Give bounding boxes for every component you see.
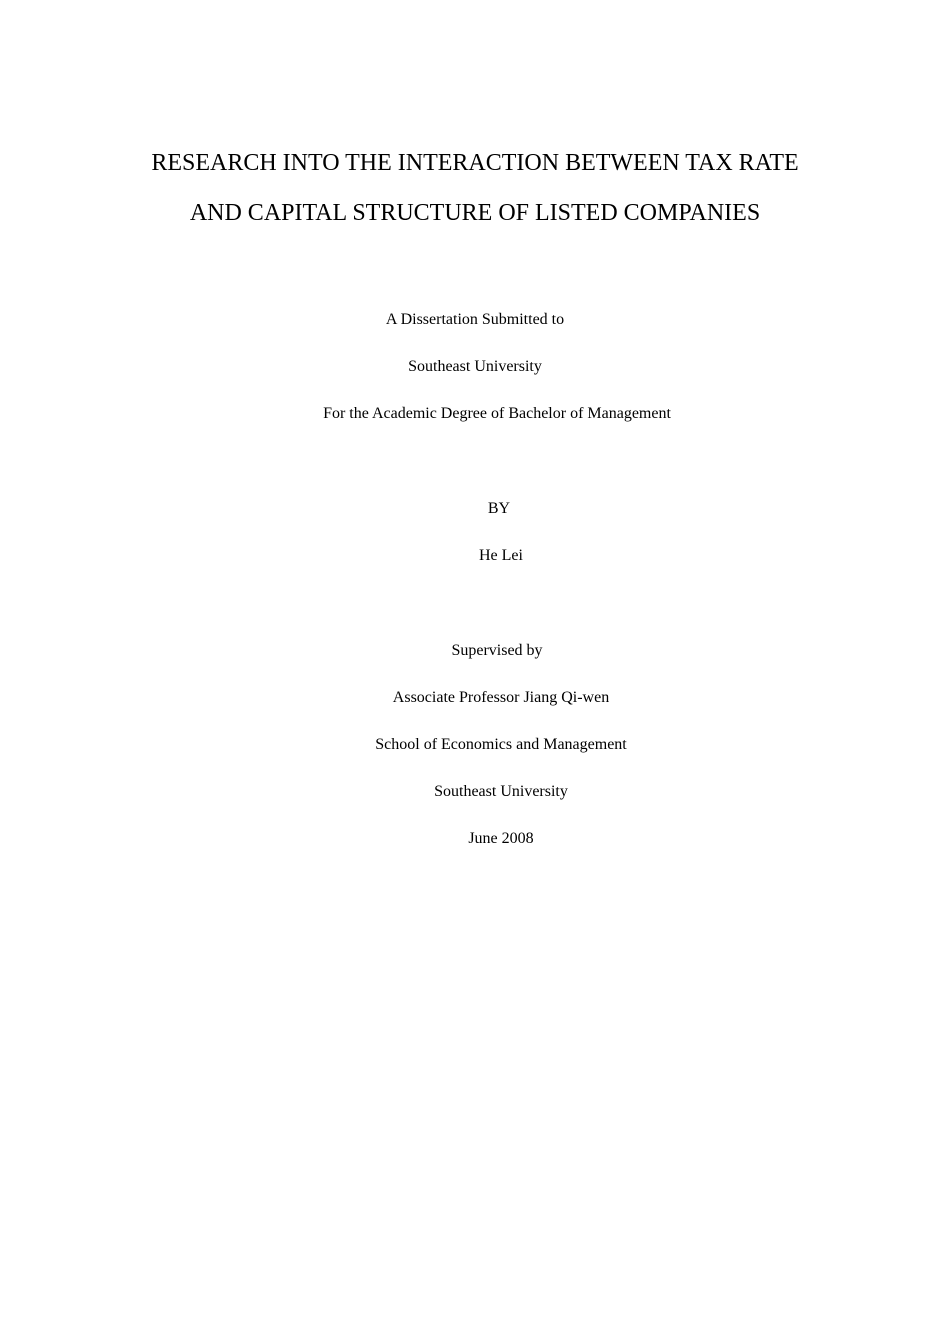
university-name: Southeast University (434, 783, 568, 800)
by-label: BY (487, 500, 511, 517)
submission-university: Southeast University (408, 358, 542, 375)
degree-statement: For the Academic Degree of Bachelor of Management (323, 405, 671, 422)
title-line-1: RESEARCH INTO THE INTERACTION BETWEEN TAX RATE (151, 150, 799, 176)
submission-date: June 2008 (468, 830, 534, 847)
supervisor-name: Associate Professor Jiang Qi-wen (392, 689, 610, 706)
supervised-by-label: Supervised by (451, 642, 543, 659)
author-name: He Lei (479, 547, 523, 564)
submission-statement: A Dissertation Submitted to (385, 311, 565, 328)
title-line-2: AND CAPITAL STRUCTURE OF LISTED COMPANIES (189, 200, 761, 226)
school-name: School of Economics and Management (375, 736, 627, 753)
